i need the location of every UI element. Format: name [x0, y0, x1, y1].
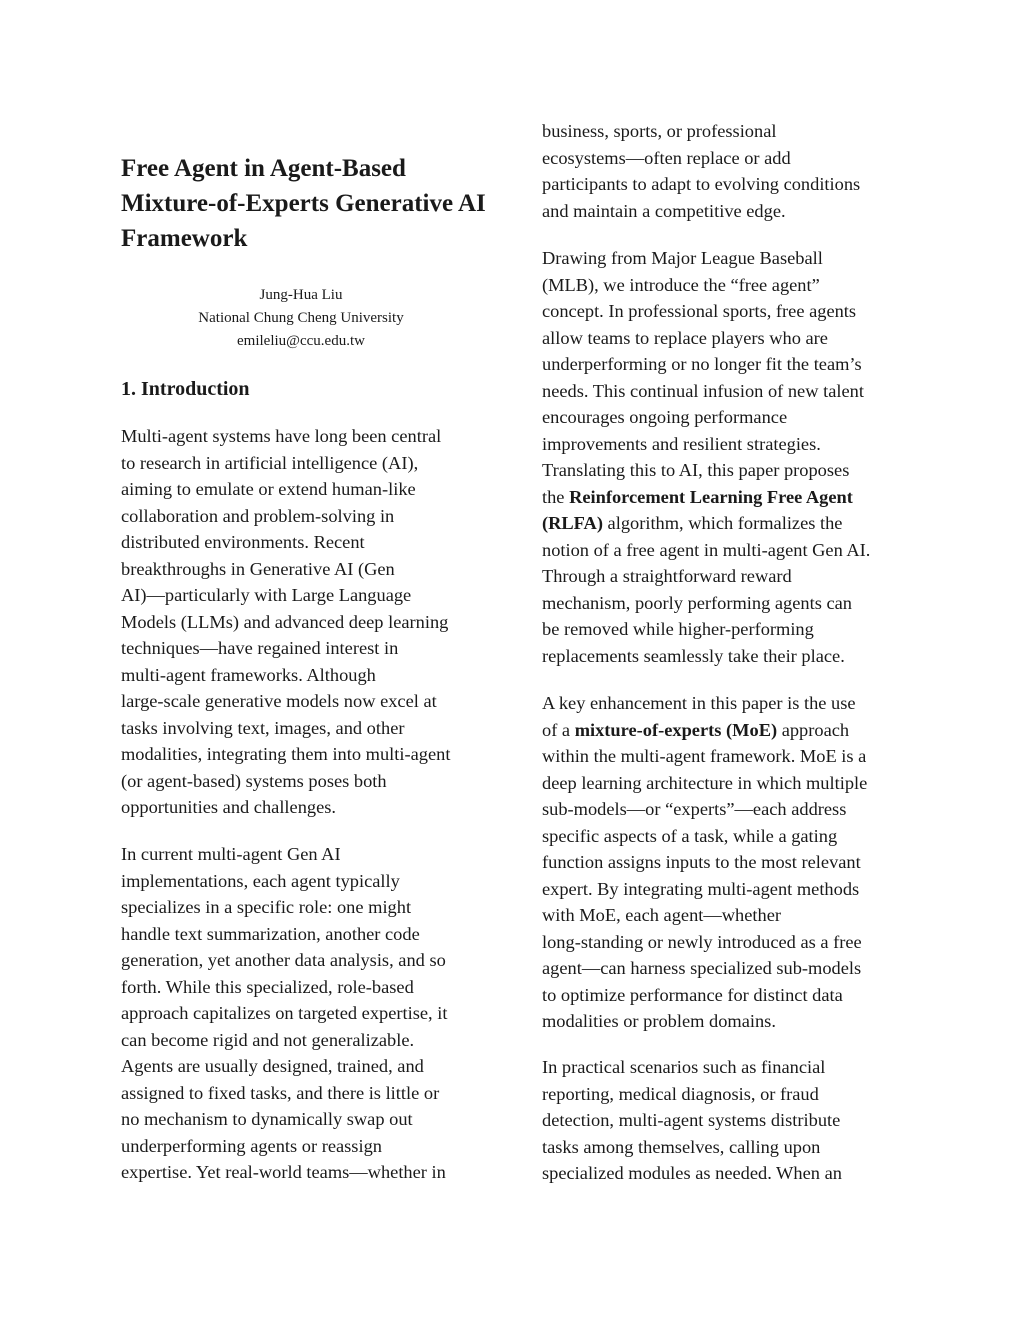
text-line: A key enhancement in this paper is the use	[542, 693, 856, 713]
text-line: be removed while higher-performing	[542, 619, 814, 639]
text-line: specialized modules as needed. When an	[542, 1163, 842, 1183]
text-line: aiming to emulate or extend human-like	[121, 479, 416, 499]
text-line: Agents are usually designed, trained, and	[121, 1056, 424, 1076]
intro-paragraph-1	[121, 423, 450, 821]
text-line: deep learning architecture in which multiple	[542, 772, 868, 793]
text-line: reporting, medical diagnosis, or fraud	[542, 1083, 819, 1104]
text-line: tasks among themselves, calling upon	[542, 1136, 821, 1157]
text-line: to optimize performance for distinct data	[542, 984, 843, 1005]
text-line: mechanism, poorly performing agents can	[542, 592, 852, 613]
text-fragment: of a	[542, 719, 575, 740]
intro-paragraph-2	[121, 841, 447, 1186]
rlfa-acronym: (RLFA)	[542, 513, 603, 533]
text-line: Models (LLMs) and advanced deep learning	[121, 611, 449, 632]
text-line: implementations, each agent typically	[121, 870, 400, 891]
text-line: Drawing from Major League Baseball	[542, 248, 823, 268]
author-email: emileliu@ccu.edu.tw	[237, 333, 365, 349]
text-line: encourages ongoing performance	[542, 407, 788, 427]
text-line: expert. By integrating multi-agent methods	[542, 878, 860, 899]
text-line: large-scale generative models now excel at	[121, 691, 437, 711]
text-line: modalities or problem domains.	[542, 1011, 776, 1031]
author-name: Jung-Hua Liu	[259, 287, 343, 303]
text-line: specializes in a specific role: one might	[121, 897, 412, 917]
text-line: Translating this to AI, this paper proposes	[542, 460, 850, 480]
text-line: ecosystems—often replace or add	[542, 147, 791, 168]
text-line: concept. In professional sports, free agents	[542, 301, 857, 321]
right-paragraph-4	[542, 1054, 842, 1187]
text-line: Through a straightforward reward	[542, 566, 792, 586]
right-paragraph-1	[542, 118, 860, 224]
text-line: (MLB), we introduce the “free agent”	[542, 274, 820, 295]
text-line: Multi-agent systems have long been central	[121, 426, 442, 446]
text-line: underperforming agents or reassign	[121, 1135, 382, 1156]
text-fragment: algorithm, which formalizes the	[602, 513, 843, 533]
text-line: agent—can harness specialized sub-models	[542, 958, 862, 978]
text-line: and maintain a competitive edge.	[542, 200, 786, 221]
text-line: participants to adapt to evolving conditions	[542, 174, 861, 194]
author-block	[121, 284, 481, 353]
text-line: within the multi-agent framework. MoE is a	[542, 746, 867, 766]
text-line: In practical scenarios such as financial	[542, 1057, 826, 1077]
text-line: improvements and resilient strategies.	[542, 433, 821, 454]
text-line: underperforming or no longer fit the team’s	[542, 354, 862, 374]
text-line: AI)—particularly with Large Language	[121, 585, 412, 605]
right-paragraph-2	[542, 245, 870, 669]
text-line: can become rigid and not generalizable.	[121, 1029, 415, 1050]
text-line: techniques—have regained interest in	[121, 638, 399, 658]
text-line: detection, multi-agent systems distribute	[542, 1110, 841, 1130]
text-line: long-standing or newly introduced as a free	[542, 931, 862, 952]
text-line	[542, 484, 870, 511]
text-line: In current multi-agent Gen AI	[121, 844, 341, 864]
text-line: breakthroughs in Generative AI (Gen	[121, 558, 395, 579]
text-line: handle text summarization, another code	[121, 923, 420, 944]
text-line: no mechanism to dynamically swap out	[121, 1109, 413, 1129]
text-line: with MoE, each agent—whether	[542, 905, 781, 925]
text-line: to research in artificial intelligence (AI),	[121, 452, 419, 473]
text-line: tasks involving text, images, and other	[121, 717, 405, 738]
text-line: generation, yet another data analysis, and so	[121, 950, 446, 970]
moe-term: mixture-of-experts (MoE)	[574, 719, 778, 740]
text-line: replacements seamlessly take their place.	[542, 645, 845, 666]
text-line: opportunities and challenges.	[121, 797, 337, 817]
text-line: business, sports, or professional	[542, 121, 777, 141]
text-line: function assigns inputs to the most relevant	[542, 852, 861, 872]
paper-title: Free Agent in Agent-Based Mixture-of-Experts Generative AI Framework	[121, 155, 486, 252]
text-line: sub-models—or “experts”—each address	[542, 799, 847, 819]
text-fragment: approach	[777, 719, 850, 740]
text-line: collaboration and problem-solving in	[121, 505, 395, 526]
text-line: forth. While this specialized, role-based	[121, 976, 414, 997]
right-paragraph-3	[542, 690, 867, 1035]
text-line: (or agent-based) systems poses both	[121, 770, 387, 791]
text-fragment: the	[542, 486, 570, 507]
text-line: assigned to fixed tasks, and there is little or	[121, 1082, 440, 1103]
text-line: specific aspects of a task, while a gating	[542, 825, 838, 846]
text-line	[542, 510, 870, 537]
text-line: distributed environments. Recent	[121, 532, 365, 552]
text-line: allow teams to replace players who are	[542, 327, 828, 348]
text-line: notion of a free agent in multi-agent Gen AI.	[542, 539, 871, 560]
text-line: expertise. Yet real-world teams—whether in	[121, 1162, 446, 1182]
rlfa-term: Reinforcement Learning Free Agent	[569, 486, 853, 507]
text-line: modalities, integrating them into multi-agent	[121, 744, 451, 764]
section-heading: 1. Introduction	[121, 378, 250, 400]
text-line: needs. This continual infusion of new talent	[542, 380, 864, 401]
text-line: multi-agent frameworks. Although	[121, 664, 376, 685]
text-line: approach capitalizes on targeted expertise, it	[121, 1003, 448, 1023]
author-affiliation: National Chung Cheng University	[198, 310, 404, 326]
text-line	[542, 717, 867, 744]
